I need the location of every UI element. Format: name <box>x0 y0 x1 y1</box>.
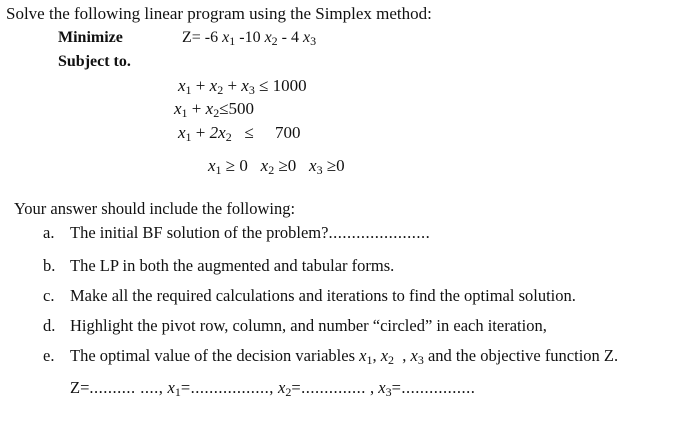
nonnegativity-constraints: $x_1 \ge 0$ $x_2 \ge 0$ $x_3 \ge 0$ <box>208 156 345 177</box>
answer-intro: Your answer should include the following: <box>14 199 296 218</box>
constraint-3: $x_1 + 2x_2$ ≤ 700 <box>178 123 301 144</box>
minimize-label: Minimize <box>58 29 123 46</box>
final-answer-line: Z=.......... ...., $x_1=$................., $x_2=$.............. , $x_3=$................ <box>70 378 476 399</box>
list-item: d. Highlight the pivot row, column, and number “circled” in each iteration, <box>43 316 547 335</box>
list-item: a. The initial BF solution of the problem?...................... <box>43 223 431 242</box>
list-item: e. The optimal value of the decision variables $x_1$, $x_2$ , $x_3$ and the objective function Z. <box>43 346 619 367</box>
problem-title: Solve the following linear program using the Simplex method: <box>6 4 432 23</box>
constraint-2: $x_1 + x_2\le 500$ <box>174 99 255 120</box>
list-item: b. The LP in both the augmented and tabular forms. <box>43 256 395 275</box>
subject-to-label: Subject to. <box>58 53 131 70</box>
objective-function: Z= -6 $x_1$ -10 $x_2 - 4$ $x_3$ <box>182 29 317 48</box>
constraint-1: $x_1 + x_2 + x_3 \le 1000$ <box>178 76 307 97</box>
list-item: c. Make all the required calculations and iterations to find the optimal solution. <box>43 286 576 305</box>
